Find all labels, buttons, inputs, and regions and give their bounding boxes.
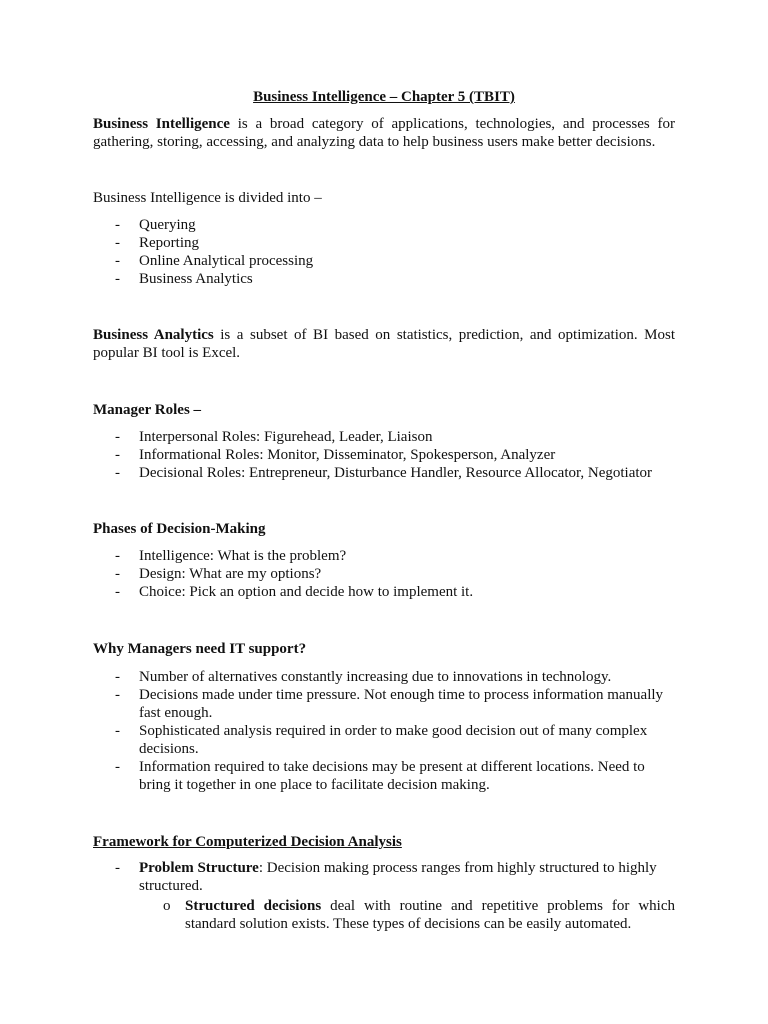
analytics-paragraph	[93, 326, 675, 362]
analytics-term: Business Analytics	[93, 327, 214, 343]
divided-list	[0, 216, 675, 288]
list-item: - Business Analytics	[115, 271, 253, 287]
list-item: - Choice: Pick an option and decide how to implement it.	[115, 584, 474, 600]
dash-marker: -	[115, 429, 120, 445]
dash-marker: -	[115, 447, 120, 463]
structured-decisions-term: Structured decisions	[185, 898, 322, 914]
dash-marker: -	[115, 759, 120, 775]
list-item: - Design: What are my options?	[115, 566, 322, 582]
intro-text: is a broad category of applications, technologies, and processes for gathering, storing, accessing, and analyzing data to help business users make better decisions.	[93, 116, 675, 150]
manager-roles-heading: Manager Roles –	[93, 402, 202, 418]
dash-marker: -	[115, 271, 120, 287]
list-item: - Sophisticated analysis required in order to make good decision out of many complex decisions.	[115, 723, 648, 757]
list-item: - Number of alternatives constantly increasing due to innovations in technology.	[115, 669, 612, 685]
list-item: - Reporting	[115, 235, 199, 251]
framework-heading: Framework for Computerized Decision Analysis	[93, 834, 402, 850]
manager-roles-list	[0, 428, 675, 482]
dash-marker: -	[115, 723, 120, 739]
list-item: - Online Analytical processing	[115, 253, 314, 269]
dash-marker: -	[115, 217, 120, 233]
divided-heading: Business Intelligence is divided into –	[93, 190, 322, 206]
dash-marker: -	[115, 548, 120, 564]
list-item: - Querying	[115, 217, 196, 233]
dash-marker: -	[115, 669, 120, 685]
list-item: - Informational Roles: Monitor, Disseminator, Spokesperson, Analyzer	[115, 447, 556, 463]
dash-marker: -	[115, 253, 120, 269]
list-item: - Decisions made under time pressure. Not enough time to process information manually fast enough.	[115, 687, 664, 721]
intro-term: Business Intelligence	[93, 116, 230, 132]
it-support-list	[0, 668, 675, 794]
dash-marker: -	[115, 566, 120, 582]
document-title: Business Intelligence – Chapter 5 (TBIT)	[253, 89, 515, 105]
dash-marker: -	[115, 235, 120, 251]
framework-list	[0, 859, 675, 895]
phases-heading: Phases of Decision-Making	[93, 521, 266, 537]
list-item: - Decisional Roles: Entrepreneur, Disturbance Handler, Resource Allocator, Negotiator	[115, 465, 653, 481]
analytics-text: is a subset of BI based on statistics, prediction, and optimization. Most popular BI tool is Excel.	[93, 327, 675, 361]
list-item: - Interpersonal Roles: Figurehead, Leader, Liaison	[115, 429, 433, 445]
dash-marker: -	[115, 687, 120, 703]
list-item: - Information required to take decisions may be present at different locations. Need to bring it together in one place to facilitate decision making.	[115, 759, 645, 793]
it-support-heading: Why Managers need IT support?	[93, 641, 307, 657]
list-item: - Problem Structure: Decision making process ranges from highly structured to highly structured.	[115, 860, 657, 894]
dash-marker: -	[115, 584, 120, 600]
intro-paragraph	[93, 115, 675, 151]
circle-bullet-marker: o	[163, 898, 171, 914]
problem-structure-term: Problem Structure	[139, 860, 259, 876]
structured-decisions-item: o Structured decisions deal with routine and repetitive problems for which standard solution exists. These types of decisions can be easily automated.	[163, 898, 675, 932]
dash-marker: -	[115, 465, 120, 481]
phases-list	[0, 547, 675, 601]
list-item: - Intelligence: What is the problem?	[115, 548, 347, 564]
dash-marker: -	[115, 860, 120, 876]
